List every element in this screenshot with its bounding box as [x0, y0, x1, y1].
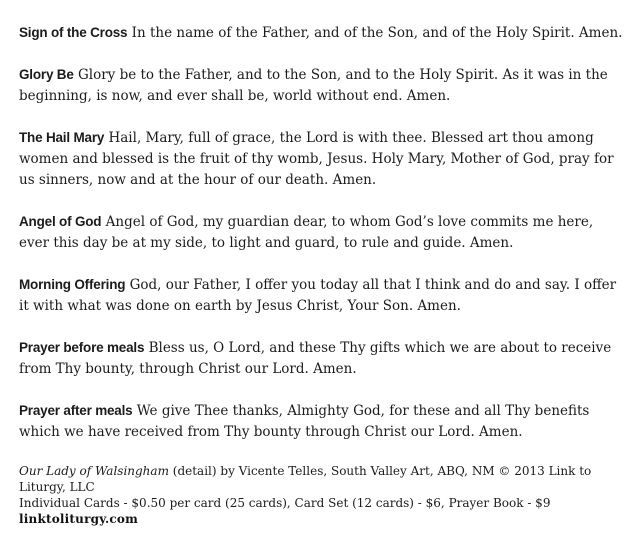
- artwork-credit-text: (detail) by Vicente Telles, South Valley Art, ABQ, NM © 2013 Link to Liturgy, LLC: [19, 464, 592, 494]
- prayer-text: Angel of God, my guardian dear, to whom God’s love commits me here, ever this day be at my side, to light and guard, to rule and guide. Amen.: [19, 214, 594, 251]
- prayer-title: Morning Offering: [19, 277, 126, 292]
- prayer-text: Bless us, O Lord, and these Thy gifts which we are about to receive from Thy bounty, through Christ our Lord. Amen.: [19, 340, 612, 377]
- prayer-text: Hail, Mary, full of grace, the Lord is with thee. Blessed art thou among women and blessed is the fruit of thy womb, Jesus. Holy Mary, Mother of God, pray for us sinners, now and at the hour of our death. Amen.: [19, 130, 614, 188]
- artwork-title: Our Lady of Walsingham: [19, 464, 169, 478]
- website-link[interactable]: linktoliturgy.com: [19, 512, 138, 526]
- artwork-credit-line: [19, 463, 626, 495]
- prayer-title: Prayer before meals: [19, 340, 145, 355]
- prayer-title: Angel of God: [19, 214, 102, 229]
- prayer-title: The Hail Mary: [19, 130, 105, 145]
- prayer-section-glory-be: [19, 64, 626, 107]
- footer: [19, 463, 626, 527]
- prayer-title: Prayer after meals: [19, 403, 133, 418]
- pricing-line: [19, 495, 626, 527]
- prayer-text: Glory be to the Father, and to the Son, and to the Holy Spirit. As it was in the beginning, is now, and ever shall be, world without end. Amen.: [19, 67, 608, 104]
- prayer-text: God, our Father, I offer you today all that I think and do and say. I offer it with what was done on earth by Jesus Christ, Your Son. Amen.: [19, 277, 617, 314]
- prayer-text: In the name of the Father, and of the Son, and of the Holy Spirit. Amen.: [131, 25, 623, 41]
- prayer-section-sign-of-the-cross: [19, 22, 626, 44]
- prayer-title: Sign of the Cross: [19, 25, 128, 40]
- prayer-text: We give Thee thanks, Almighty God, for these and all Thy benefits which we have received from Thy bounty through Christ our Lord. Amen.: [19, 403, 590, 440]
- prayer-section-before-meals: [19, 337, 626, 380]
- prayer-section-after-meals: [19, 400, 626, 443]
- prayer-section-angel-of-god: [19, 211, 626, 254]
- pricing-text: Individual Cards - $0.50 per card (25 cards), Card Set (12 cards) - $6, Prayer Book - $9: [19, 496, 551, 510]
- prayer-section-hail-mary: [19, 127, 626, 191]
- prayer-section-morning-offering: [19, 274, 626, 317]
- prayer-title: Glory Be: [19, 67, 74, 82]
